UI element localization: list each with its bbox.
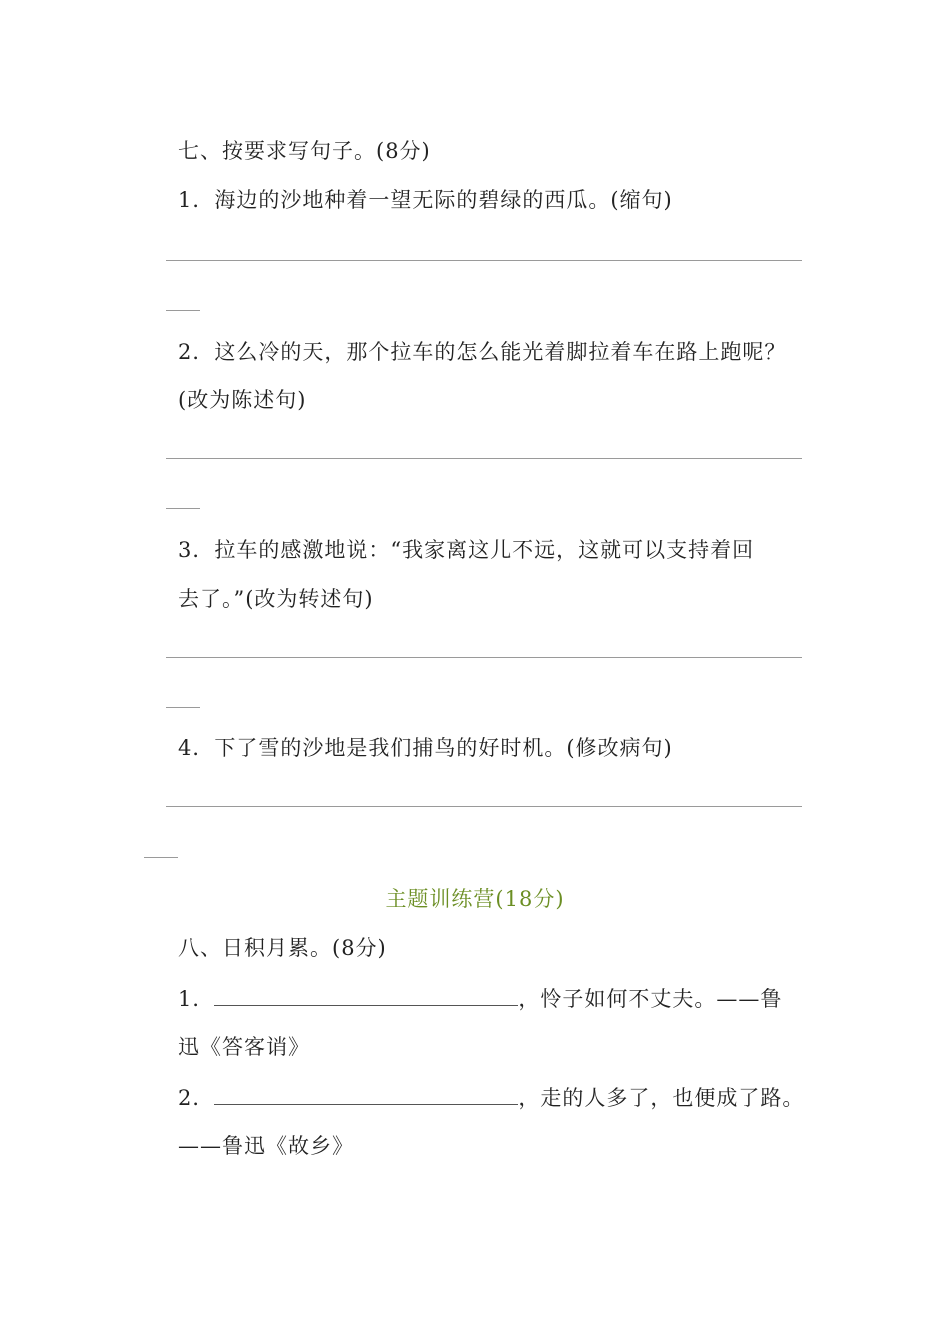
fill-item-2-number: 2． <box>178 1086 215 1110</box>
answer-line-1-tail <box>166 310 200 311</box>
fill-item-1-text: ，怜子如何不丈夫。——鲁 <box>518 987 783 1011</box>
answer-line-3[interactable] <box>166 657 802 658</box>
answer-line-4-tail <box>144 857 178 858</box>
question-1: 1．海边的沙地种着一望无际的碧绿的西瓜。(缩句) <box>178 188 673 212</box>
fill-blank-2[interactable] <box>214 1082 518 1105</box>
question-3-line-2: 去了。”(改为转述句) <box>178 587 374 611</box>
fill-item-1 <box>178 983 782 1014</box>
question-3-line-1: 3．拉车的感激地说：“我家离这儿不远，这就可以支持着回 <box>178 538 755 562</box>
fill-blank-1[interactable] <box>214 983 518 1006</box>
question-2-line-1: 2．这么冷的天，那个拉车的怎么能光着脚拉着车在路上跑呢？ <box>178 340 787 364</box>
fill-item-2-source: ——鲁迅《故乡》 <box>178 1134 354 1158</box>
answer-line-2[interactable] <box>166 458 802 459</box>
fill-item-1-source: 迅《答客诮》 <box>178 1035 310 1059</box>
fill-item-1-number: 1． <box>178 987 215 1011</box>
fill-item-2 <box>178 1082 804 1113</box>
fill-item-2-text: ，走的人多了，也便成了路。 <box>518 1086 805 1110</box>
section-8-title: 八、日积月累。(8分) <box>178 936 387 960</box>
answer-line-1[interactable] <box>166 260 802 261</box>
answer-line-3-tail <box>166 707 200 708</box>
theme-heading: 主题训练营(18分) <box>385 887 565 911</box>
answer-line-4[interactable] <box>166 806 802 807</box>
answer-line-2-tail <box>166 508 200 509</box>
question-4: 4．下了雪的沙地是我们捕鸟的好时机。(修改病句) <box>178 736 673 760</box>
question-2-line-2: (改为陈述句) <box>178 388 307 412</box>
section-7-title: 七、按要求写句子。(8分) <box>178 139 431 163</box>
